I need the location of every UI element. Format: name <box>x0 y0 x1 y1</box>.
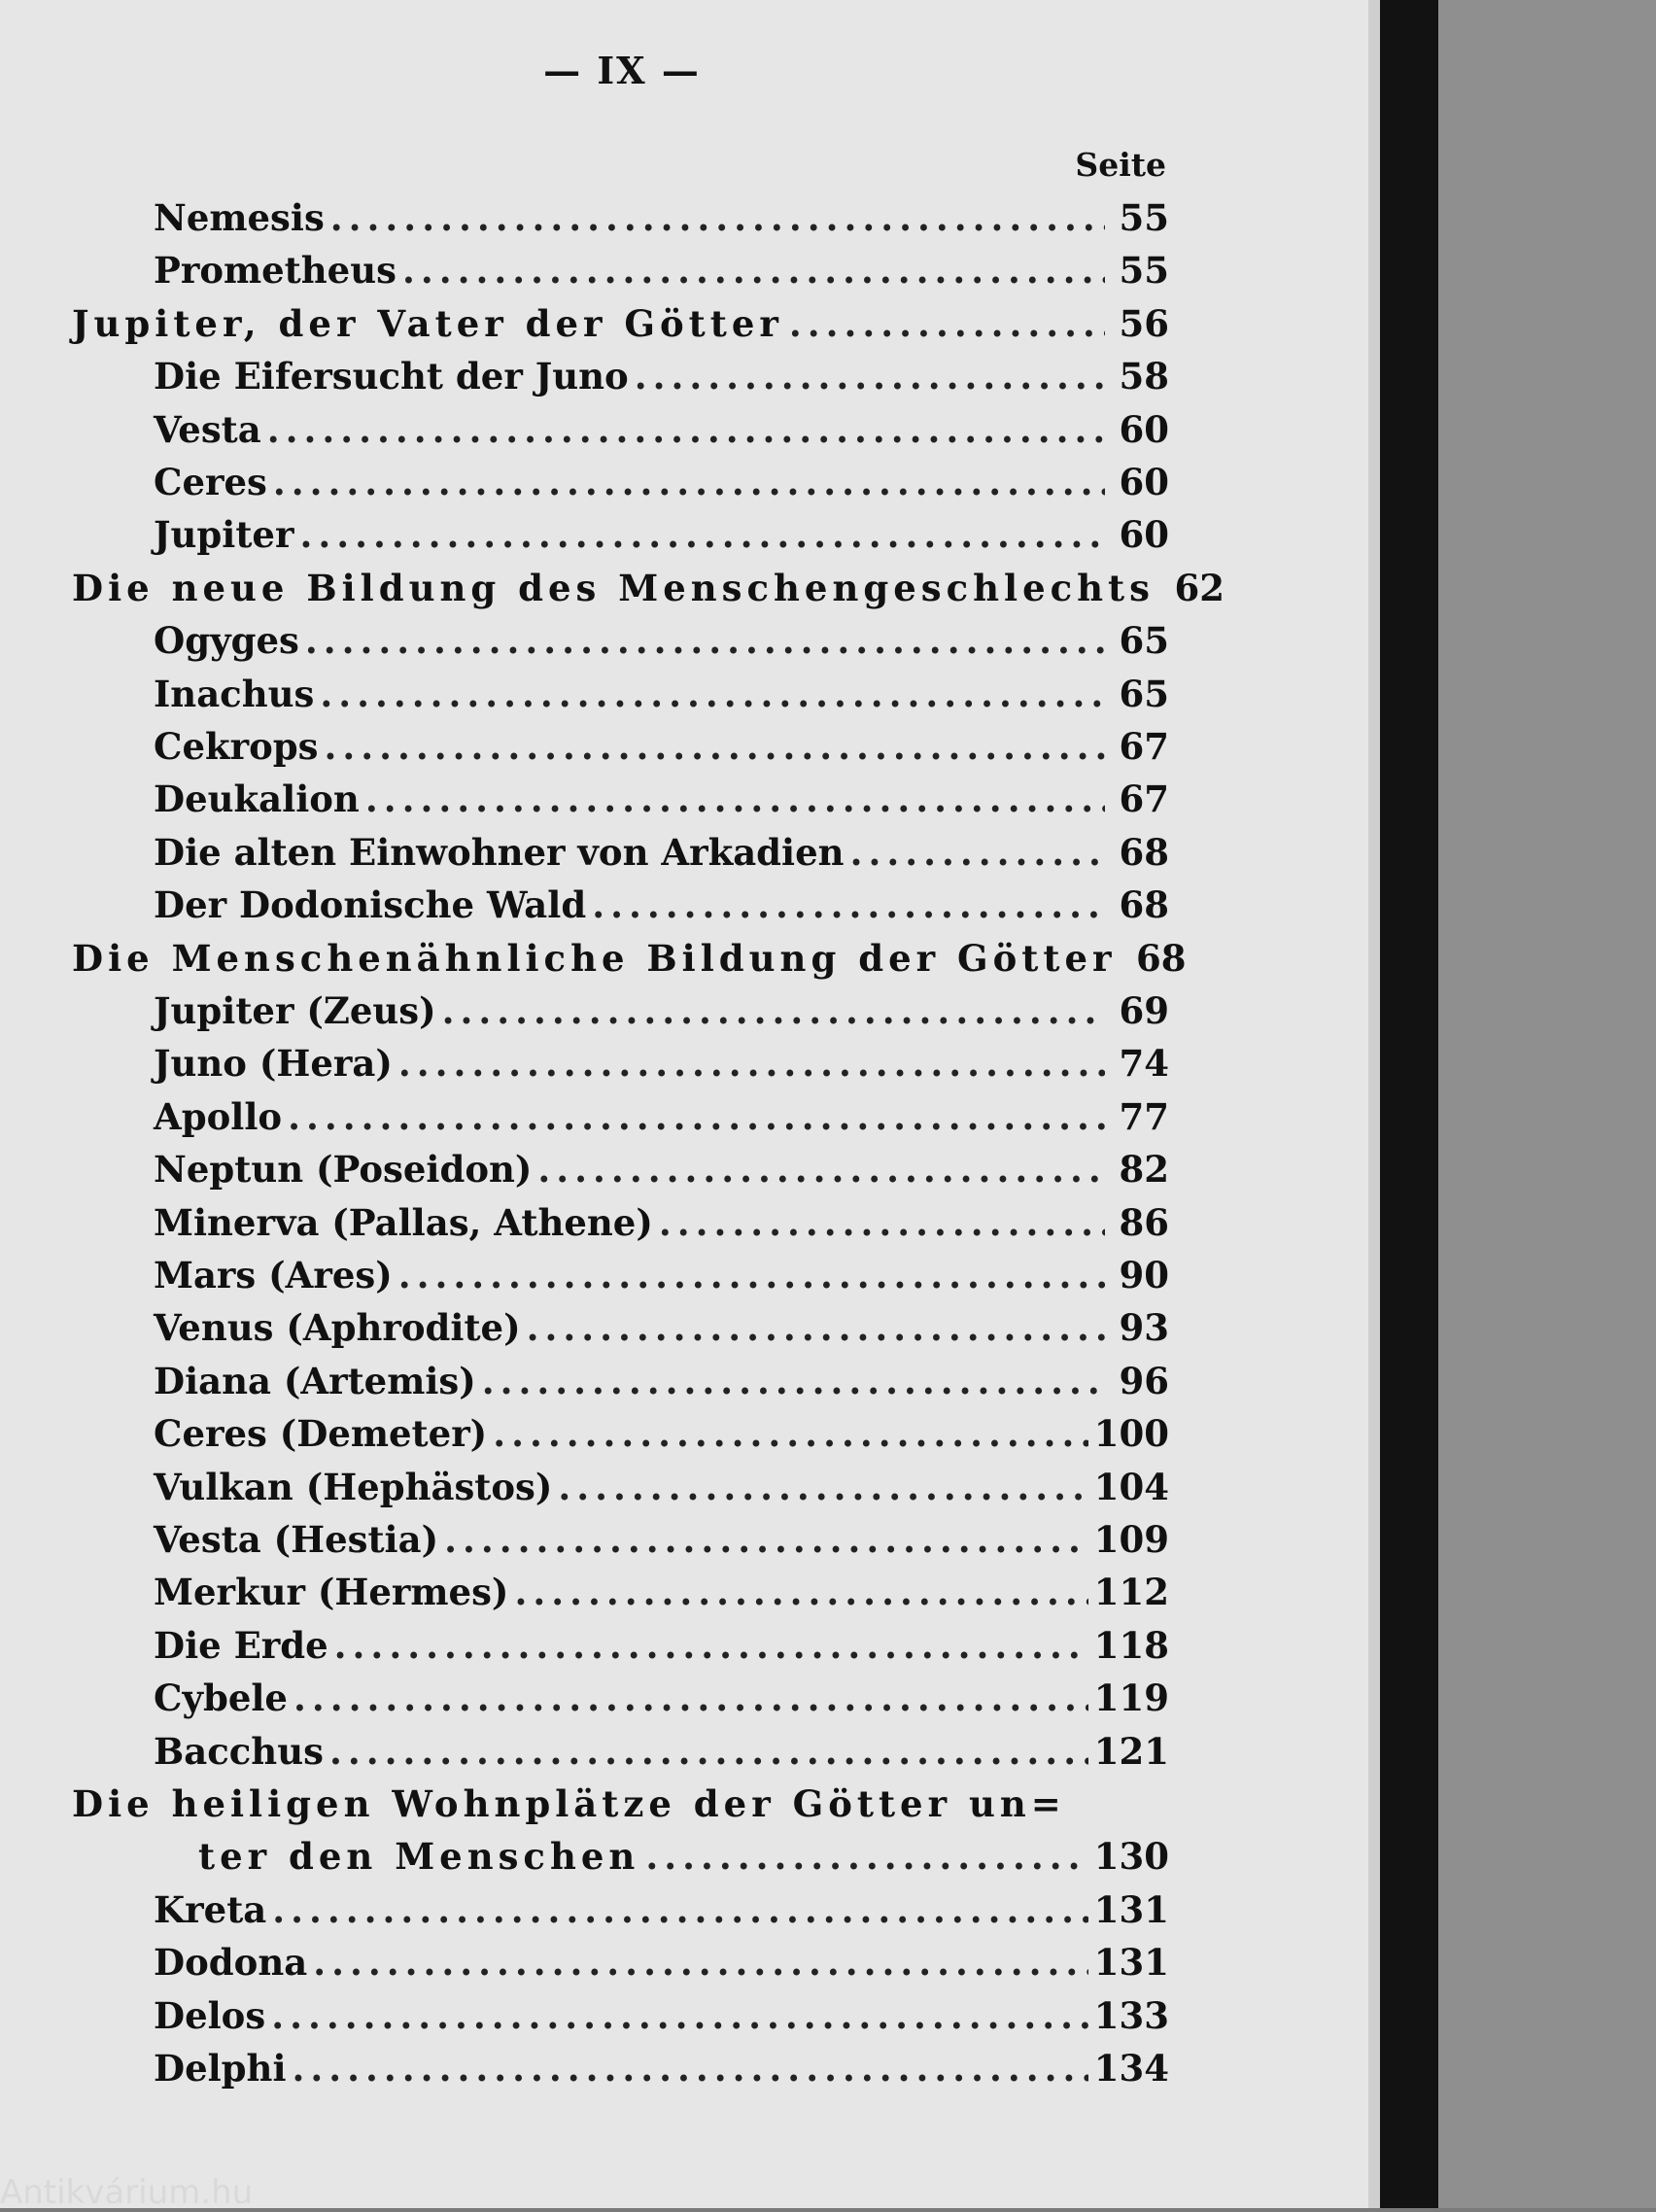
toc-entry-page: 60 <box>1119 513 1169 557</box>
toc-entry-title: Die Eifersucht der Juno <box>154 355 629 398</box>
dot-leader <box>558 1466 1087 1508</box>
toc-entry-page: 68 <box>1119 830 1169 874</box>
toc-entry <box>154 1042 1169 1094</box>
toc-entry-page: 60 <box>1119 461 1169 503</box>
dot-leader <box>272 1888 1088 1931</box>
toc-entry <box>72 936 1187 989</box>
dot-leader <box>402 249 1105 292</box>
toc-entry <box>154 1730 1169 1782</box>
toc-entry <box>154 1994 1169 2047</box>
toc-entry-title: Ogyges <box>154 619 299 663</box>
toc-entry-title: Delos <box>154 1993 266 2037</box>
toc-entry-title: Die Menschenähnliche Bildung der Götter <box>72 936 1117 980</box>
toc-entry-title: Juno (Hera) <box>154 1042 393 1086</box>
toc-entry-page: 86 <box>1119 1200 1169 1244</box>
toc-entry-page: 133 <box>1093 1993 1169 2037</box>
toc-entry <box>72 1782 1169 1835</box>
toc-entry-title: Vesta (Hestia) <box>154 1518 439 1561</box>
dot-leader <box>645 1835 1087 1878</box>
toc-entry <box>154 778 1169 830</box>
toc-entry-page: 93 <box>1119 1306 1169 1350</box>
dot-leader <box>271 1994 1088 2037</box>
toc-entry-page: 68 <box>1136 936 1187 980</box>
dot-leader <box>592 883 1105 926</box>
dot-leader <box>442 989 1105 1032</box>
toc-entry-page: 65 <box>1119 672 1169 715</box>
toc-entry-page: 118 <box>1093 1623 1169 1667</box>
toc-entry-title: Delphi <box>154 2047 287 2090</box>
toc-entry-title: Neptun (Poseidon) <box>154 1148 533 1192</box>
toc-entry-page: 119 <box>1093 1676 1169 1720</box>
dot-leader <box>288 1095 1105 1138</box>
toc-entry <box>154 1676 1169 1729</box>
toc-entry <box>154 1518 1169 1571</box>
toc-entry-title: Cekrops <box>154 725 319 768</box>
toc-entry-title: Mars (Ares) <box>154 1254 393 1296</box>
toc-entry-title: Jupiter, der Vater der Götter <box>72 301 783 345</box>
dot-leader <box>527 1306 1105 1349</box>
dot-leader <box>329 1730 1088 1773</box>
dot-leader <box>293 1676 1088 1719</box>
toc-entry <box>154 1412 1169 1465</box>
dot-leader <box>398 1254 1105 1296</box>
dot-leader <box>850 831 1105 874</box>
toc-entry <box>154 461 1169 513</box>
toc-entry <box>198 1835 1169 1887</box>
toc-entry <box>154 1254 1169 1306</box>
toc-entry <box>154 1466 1169 1518</box>
toc-entry <box>154 408 1169 461</box>
toc-entry-title: Ceres <box>154 461 267 503</box>
toc-entry <box>154 1148 1169 1200</box>
dot-leader <box>789 302 1105 345</box>
toc-entry-page: 96 <box>1119 1359 1169 1402</box>
toc-entry-title: Ceres (Demeter) <box>154 1412 488 1456</box>
toc-entry <box>154 513 1169 566</box>
dot-leader <box>267 408 1105 451</box>
toc-entry-title: Prometheus <box>154 249 397 293</box>
background-right <box>1438 0 1656 2208</box>
dot-leader <box>514 1571 1087 1613</box>
dot-leader <box>313 1941 1088 1984</box>
toc-entry <box>154 1941 1169 1993</box>
toc-entry <box>154 725 1169 778</box>
toc-entry <box>154 619 1169 672</box>
toc-entry-title: Die Erde <box>154 1623 328 1667</box>
toc-entry-title: Vesta <box>154 407 261 451</box>
dot-leader <box>293 2047 1088 2090</box>
toc-entry-title: Merkur (Hermes) <box>154 1571 509 1614</box>
toc-entry <box>154 831 1169 883</box>
toc-entry-page: 82 <box>1119 1148 1169 1192</box>
page-column-header: Seite <box>1075 146 1166 184</box>
toc-entry-page: 131 <box>1093 1941 1169 1985</box>
toc-entry <box>154 1571 1169 1623</box>
toc-entry <box>154 989 1169 1042</box>
dot-leader <box>325 725 1106 768</box>
toc-entry-page: 68 <box>1119 883 1169 927</box>
dot-leader <box>299 513 1105 556</box>
toc-entry <box>154 249 1169 301</box>
toc-entry <box>154 673 1169 725</box>
toc-entry-page: 62 <box>1174 566 1225 609</box>
toc-entry-title: Venus (Aphrodite) <box>154 1306 521 1350</box>
toc-entry-page: 55 <box>1119 196 1169 239</box>
toc-entry-title: Die heiligen Wohnplätze der Götter un= <box>72 1782 1066 1825</box>
toc-entry <box>154 196 1169 249</box>
dot-leader <box>305 619 1105 662</box>
watermark-text: Antikvárium.hu <box>0 2173 254 2212</box>
toc-entry-title: Cybele <box>154 1676 288 1720</box>
toc-entry-page: 134 <box>1093 2047 1169 2090</box>
toc-entry-title: Apollo <box>154 1094 283 1138</box>
toc-entry-page: 104 <box>1093 1465 1169 1508</box>
toc-entry-page: 65 <box>1119 619 1169 663</box>
toc-entry-page: 69 <box>1119 989 1169 1032</box>
toc-entry <box>154 883 1169 936</box>
toc-entry-title: Die alten Einwohner von Arkadien <box>154 830 845 874</box>
dot-leader <box>659 1201 1105 1244</box>
dot-leader <box>398 1042 1105 1085</box>
toc-entry-title: Inachus <box>154 672 315 715</box>
dot-leader <box>330 196 1105 239</box>
toc-entry-page: 112 <box>1093 1571 1169 1614</box>
toc-entry-page: 67 <box>1119 725 1169 768</box>
toc-entry <box>154 355 1169 407</box>
toc-entry-page: 130 <box>1093 1835 1169 1879</box>
toc-entry-title: Die neue Bildung des Menschengeschlechts <box>72 566 1155 609</box>
toc-entry-page: 100 <box>1093 1412 1169 1456</box>
dot-leader <box>444 1518 1088 1561</box>
dot-leader <box>537 1148 1105 1191</box>
toc-entry-title: Kreta <box>154 1887 267 1931</box>
toc-entry <box>72 302 1169 355</box>
toc-entry <box>154 1888 1169 1941</box>
toc-entry-page: 77 <box>1119 1094 1169 1138</box>
toc-entry-page: 121 <box>1093 1729 1169 1773</box>
dot-leader <box>635 355 1105 397</box>
toc-entry-page: 55 <box>1119 249 1169 293</box>
toc-entry-title: Jupiter (Zeus) <box>154 989 436 1032</box>
dot-leader <box>482 1360 1105 1402</box>
toc-entry <box>154 1095 1169 1148</box>
toc-entry-title: Minerva (Pallas, Athene) <box>154 1200 653 1244</box>
toc-entry-title: ter den Menschen <box>198 1835 640 1879</box>
toc-entry-page: 67 <box>1119 778 1169 821</box>
toc-entry-title: Diana (Artemis) <box>154 1359 476 1402</box>
toc-entry-page: 90 <box>1119 1254 1169 1296</box>
dot-leader <box>334 1624 1088 1667</box>
toc-entry <box>154 2047 1169 2099</box>
book-binding-edge <box>1380 0 1438 2208</box>
dot-leader <box>365 778 1105 820</box>
toc-entry <box>154 1360 1169 1412</box>
toc-entry <box>154 1624 1169 1676</box>
toc-entry-page: 58 <box>1119 355 1169 398</box>
toc-entry <box>72 566 1225 619</box>
dot-leader <box>320 673 1105 715</box>
dot-leader <box>493 1412 1088 1455</box>
toc-entry-title: Bacchus <box>154 1729 324 1773</box>
toc-entry-page: 56 <box>1119 301 1169 345</box>
dot-leader <box>273 461 1105 503</box>
toc-entry-title: Dodona <box>154 1941 308 1985</box>
toc-entry-title: Der Dodonische Wald <box>154 883 587 927</box>
toc-entry-title: Nemesis <box>154 196 325 239</box>
toc-entry-title: Deukalion <box>154 778 360 821</box>
toc-entry <box>154 1201 1169 1254</box>
toc-entry-page: 60 <box>1119 407 1169 451</box>
toc-entry-title: Vulkan (Hephästos) <box>154 1465 553 1508</box>
toc-entry-title: Jupiter <box>154 513 294 557</box>
toc-entry-page: 74 <box>1119 1042 1169 1086</box>
toc-entry-page: 131 <box>1093 1887 1169 1931</box>
page-number-header: — IX — <box>543 49 701 92</box>
toc-entry-page: 109 <box>1093 1518 1169 1561</box>
toc-entry <box>154 1306 1169 1359</box>
